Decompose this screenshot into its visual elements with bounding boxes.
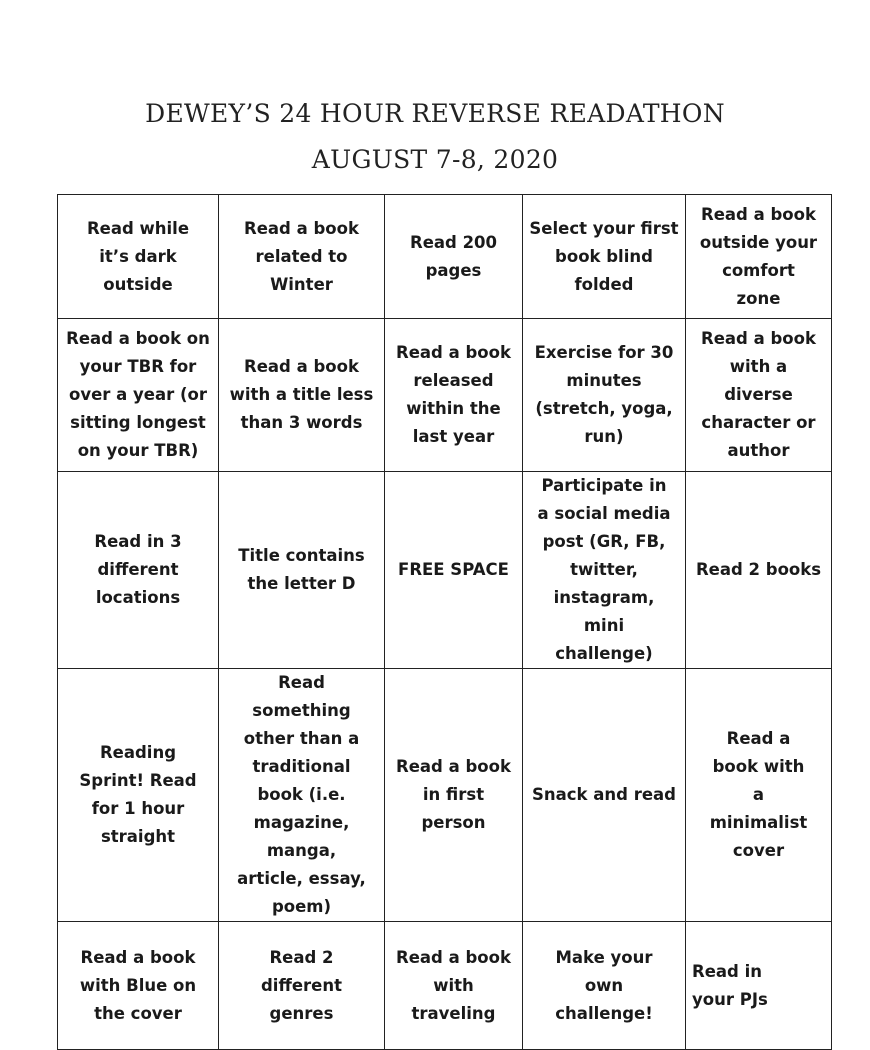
bingo-cell [686, 669, 832, 922]
bingo-cell [58, 472, 219, 669]
bingo-cell [385, 669, 523, 922]
bingo-cell-text: Read a book outside your comfort zone [699, 204, 818, 308]
bingo-cell [58, 195, 219, 319]
bingo-cell [686, 472, 832, 669]
bingo-cell [523, 922, 686, 1050]
bingo-cell [385, 195, 523, 319]
bingo-cell-text: Read while it’s dark outside [86, 218, 190, 294]
bingo-cell-text: Read a book related to Winter [244, 218, 359, 294]
page-title: DEWEY’S 24 HOUR REVERSE READATHON [145, 99, 725, 128]
bingo-cell [523, 669, 686, 922]
bingo-cell [686, 319, 832, 472]
bingo-cell-text: Read a book with a title less than 3 words [229, 357, 374, 432]
bingo-cell-text: Read a book in first person [396, 757, 511, 832]
bingo-cell-text: Select your first book blind folded [529, 218, 679, 294]
bingo-cell-text: FREE SPACE [398, 560, 509, 579]
bingo-row [58, 922, 832, 1050]
bingo-cell-text: Reading Sprint! Read for 1 hour straight [79, 743, 197, 846]
bingo-cell [219, 319, 385, 472]
bingo-cell [686, 922, 832, 1050]
bingo-cell-text: Read a book with traveling [396, 947, 511, 1023]
bingo-board [57, 194, 832, 1050]
bingo-cell-text: Read a book released within the last year [396, 343, 511, 446]
bingo-cell-text: Read in your PJs [692, 961, 768, 1009]
bingo-cell [385, 472, 523, 669]
bingo-row [58, 669, 832, 922]
bingo-cell-text: Snack and read [532, 785, 676, 804]
event-dates: AUGUST 7-8, 2020 [311, 145, 559, 174]
bingo-cell [523, 319, 686, 472]
bingo-cell-text: Read something other than a traditional book (i.e. magazine, manga, article, essay, poem) [237, 673, 366, 916]
bingo-cell-text: Read a book with a minimalist cover [709, 729, 808, 860]
bingo-cell [58, 669, 219, 922]
bingo-cell-text: Read 200 pages [409, 232, 498, 280]
bingo-row [58, 472, 832, 669]
bingo-row [58, 195, 832, 319]
bingo-cell [219, 669, 385, 922]
bingo-cell-text: Title contains the letter D [238, 546, 365, 593]
bingo-cell [219, 922, 385, 1050]
bingo-cell [58, 922, 219, 1050]
bingo-cell [385, 922, 523, 1050]
bingo-cell [385, 319, 523, 472]
bingo-cell-text: Read a book with Blue on the cover [79, 947, 197, 1023]
bingo-cell-text: Read in 3 different locations [94, 532, 182, 607]
bingo-cell-text: Read 2 books [695, 560, 822, 579]
bingo-cell [219, 195, 385, 319]
bingo-cell-text: Make your own challenge! [555, 947, 653, 1023]
bingo-cell-text: Participate in a social media post (GR, FB, twitter, instagram, mini challenge) [537, 476, 671, 663]
bingo-row [58, 319, 832, 472]
bingo-cell-text: Read a book on your TBR for over a year (or sitting longest on your TBR) [66, 329, 210, 460]
bingo-cell [523, 195, 686, 319]
bingo-cell-text: Exercise for 30 minutes (stretch, yoga, run) [534, 343, 674, 446]
bingo-cell-text: Read a book with a diverse character or author [701, 329, 816, 460]
bingo-cell [523, 472, 686, 669]
bingo-cell [58, 319, 219, 472]
bingo-cell-text: Read 2 different genres [261, 947, 342, 1023]
bingo-cell [219, 472, 385, 669]
bingo-cell [686, 195, 832, 319]
